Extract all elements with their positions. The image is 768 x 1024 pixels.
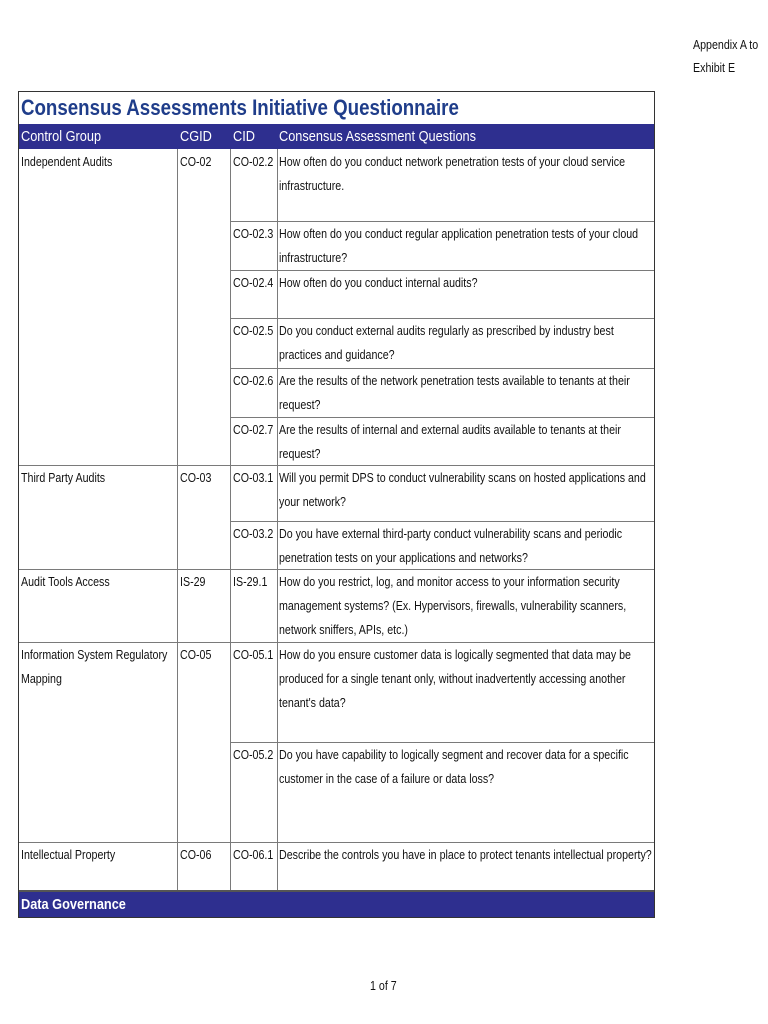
page-number: 1 of 7 (370, 978, 397, 993)
row-question: How often do you conduct internal audits? (279, 275, 478, 290)
header-control-group: Control Group (21, 128, 102, 145)
group-name: Independent Audits (21, 154, 113, 169)
row-cid: CO-02.6 (233, 373, 274, 388)
row-question: Do you have external third-party conduct vulnerability scans and periodic penetration tests on your applications and networks? (279, 526, 623, 565)
table-title: Consensus Assessments Initiative Questionnaire (21, 95, 459, 120)
group-cgid: CO-03 (180, 470, 212, 485)
col-divider (177, 149, 178, 890)
header-cid: CID (233, 128, 255, 145)
row-question: How do you restrict, log, and monitor access to your information security management systems? (Ex. Hypervisors, firewalls, vulnerability scanners, network sniffers, APIs, etc.) (279, 574, 627, 637)
header-row (19, 124, 654, 149)
group-name: Audit Tools Access (21, 574, 110, 589)
row-cid: CO-02.7 (233, 422, 274, 437)
row-cid: CO-05.2 (233, 747, 274, 762)
row-cid: CO-03.1 (233, 470, 274, 485)
row-question: Are the results of internal and external audits available to tenants at their request? (279, 422, 621, 461)
header-question: Consensus Assessment Questions (279, 128, 477, 145)
appendix-line-1: Appendix A to (693, 37, 759, 52)
questionnaire-table (18, 91, 655, 918)
row-cid: CO-06.1 (233, 847, 274, 862)
group-cgid: CO-05 (180, 647, 212, 662)
row-cid: CO-02.3 (233, 226, 274, 241)
row-cid: CO-02.4 (233, 275, 274, 290)
group-name: Third Party Audits (21, 470, 106, 485)
section-footer (19, 890, 654, 917)
group-name: Information System Regulatory Mapping (21, 647, 168, 686)
row-question: Describe the controls you have in place to protect tenants intellectual property? (279, 847, 652, 862)
appendix-label (693, 33, 758, 79)
row-cid: CO-03.2 (233, 526, 274, 541)
section-footer-label: Data Governance (21, 896, 126, 913)
col-divider (277, 149, 278, 890)
row-question: Are the results of the network penetration tests available to tenants at their request? (279, 373, 630, 412)
group-name: Intellectual Property (21, 847, 116, 862)
row-question: How often do you conduct network penetration tests of your cloud service infrastructure. (279, 154, 626, 193)
row-question: Will you permit DPS to conduct vulnerability scans on hosted applications and your network? (279, 470, 646, 509)
group-cgid: IS-29 (180, 574, 206, 589)
group-cgid: CO-06 (180, 847, 212, 862)
row-cid: IS-29.1 (233, 574, 268, 589)
row-question: Do you conduct external audits regularly as prescribed by industry best practices and guidance? (279, 323, 614, 362)
row-cid: CO-02.2 (233, 154, 274, 169)
row-question: Do you have capability to logically segment and recover data for a specific customer in the case of a failure or data loss? (279, 747, 629, 786)
row-cid: CO-02.5 (233, 323, 274, 338)
col-divider (230, 149, 231, 890)
row-question: How do you ensure customer data is logically segmented that data may be produced for a single tenant only, without inadvertently accessing another tenant's data? (279, 647, 631, 710)
group-cgid: CO-02 (180, 154, 212, 169)
appendix-line-2: Exhibit E (693, 60, 736, 75)
row-cid: CO-05.1 (233, 647, 274, 662)
header-cgid: CGID (180, 128, 212, 145)
row-question: How often do you conduct regular application penetration tests of your cloud infrastructure? (279, 226, 639, 265)
